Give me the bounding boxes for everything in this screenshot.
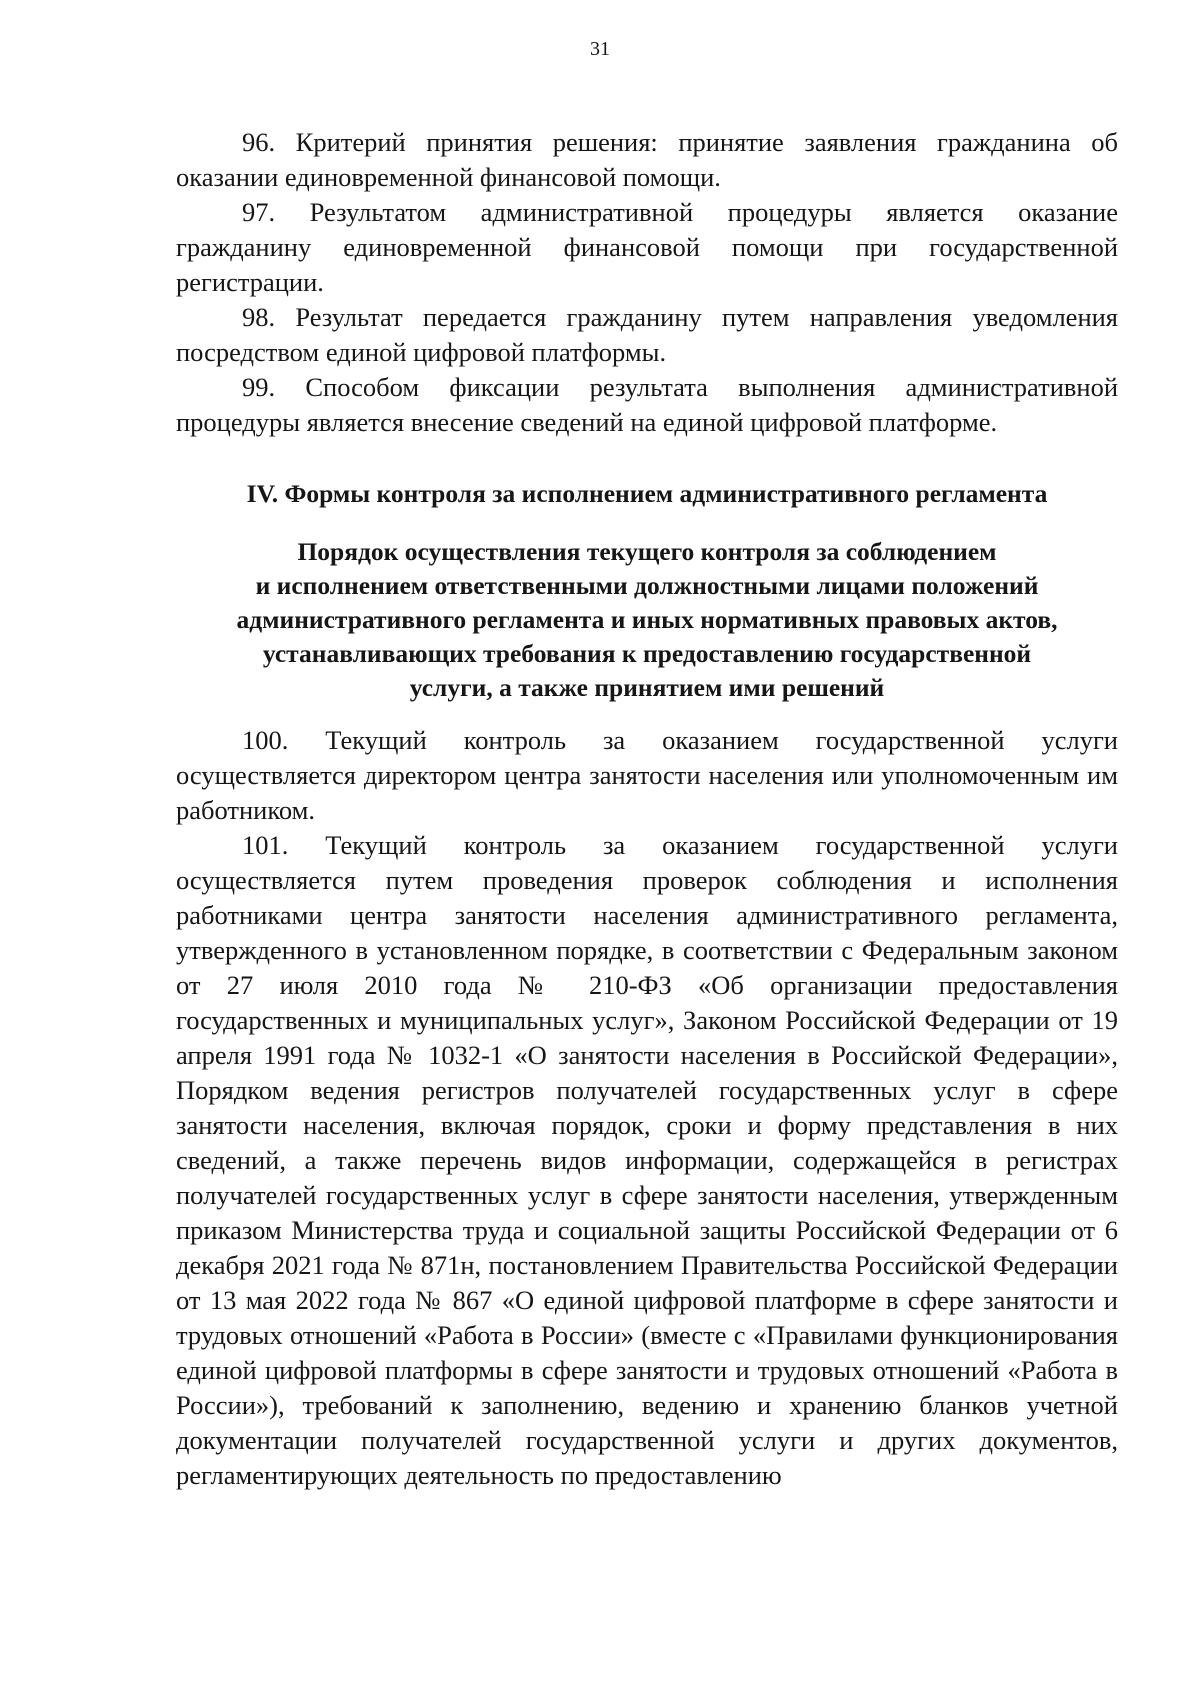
subsection-title-line: устанавливающих требования к предоставлению государственной [262,639,1032,668]
subsection-title-line: услуги, а также принятием ими решений [409,673,885,702]
section-title: IV. Формы контроля за исполнением административного регламента [246,479,1048,508]
paragraph-98: 98. Результат передается гражданину путем направления уведомления посредством единой цифровой платформы. [176,302,1118,367]
paragraph-96: 96. Критерий принятия решения: принятие заявления гражданина об оказании единовременной финансовой помощи. [176,127,1118,192]
paragraph-100: 100. Текущий контроль за оказанием государственной услуги осуществляется директором центра занятости населения или уполномоченным им работником. [176,725,1118,825]
paragraphs-top [176,125,1118,440]
subsection-title-line: Порядок осуществления текущего контроля за соблюдением [297,537,997,566]
page-number: 31 [590,38,610,60]
subsection-title [176,535,1118,705]
subsection-title-line: административного регламента и иных нормативных правовых актов, [236,605,1058,634]
subsection-title-line: и исполнением ответственными должностными лицами положений [255,571,1039,600]
paragraph-101: 101. Текущий контроль за оказанием государственной услуги осуществляется путем проведения проверок соблюдения и исполнения работниками центра занятости населения административного регламента, утвержденного в установленном порядке, в соответствии с Федеральным законом от 27 июля 2010 года № 210-ФЗ «Об организации предоставления государственных и муниципальных услуг», Законом Российской Федерации от 19 апреля 1991 года № 1032-1 «О занятости населения в Российской Федерации», Порядком ведения регистров получателей государственных услуг в сфере занятости населения, включая порядок, сроки и форму представления в них сведений, а также перечень видов информации, содержащейся в регистрах получателей государственных услуг в сфере занятости населения, утвержденным приказом Министерства труда и социальной защиты Российской Федерации от 6 декабря 2021 года № 871н, постановлением Правительства Российской Федерации от 13 мая 2022 года № 867 «О единой цифровой платформе в сфере занятости и трудовых отношений «Работа в России» (вместе с «Правилами функционирования единой цифровой платформы в сфере занятости и трудовых отношений «Работа в России»), требований к заполнению, ведению и хранению бланков учетной документации получателей государственной услуги и других документов, регламентирующих деятельность по предоставлению [176,830,1118,1490]
paragraph-97: 97. Результатом административной процедуры является оказание гражданину единовременной финансовой помощи при государственной регистрации. [176,197,1118,297]
paragraph-99: 99. Способом фиксации результата выполнения административной процедуры является внесение сведений на единой цифровой платформе. [176,372,1118,437]
paragraphs-bottom [176,723,1118,1493]
